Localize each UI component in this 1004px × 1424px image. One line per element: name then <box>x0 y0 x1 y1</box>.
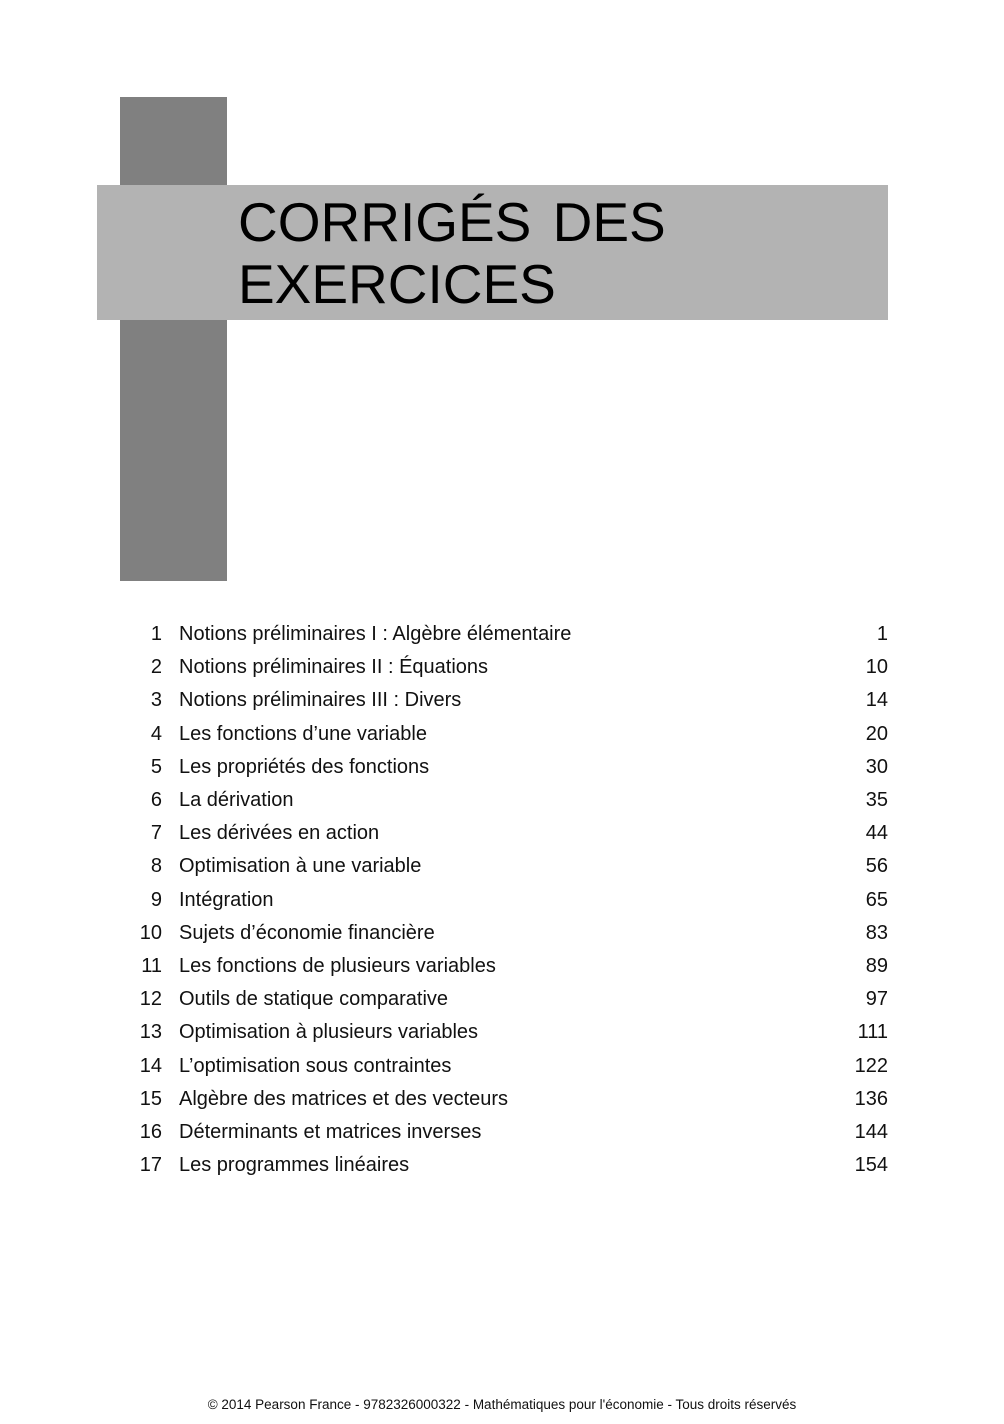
toc-entry-page: 44 <box>865 822 888 845</box>
toc-entry-number: 11 <box>141 954 162 977</box>
toc-entry-title: Notions préliminaires II : Équations <box>179 656 489 679</box>
toc-entry-page: 20 <box>865 722 888 745</box>
toc-entry-page: 136 <box>854 1087 888 1110</box>
toc-entry[interactable] <box>130 884 888 917</box>
toc-entry-title: L’optimisation sous contraintes <box>179 1054 452 1077</box>
toc-entry-page: 83 <box>865 921 888 944</box>
toc-entry-page: 65 <box>865 888 888 911</box>
toc-entry-title: Optimisation à une variable <box>179 855 422 878</box>
toc-entry-number: 8 <box>150 855 162 878</box>
toc-entry[interactable] <box>130 751 888 784</box>
toc-entry-number: 14 <box>139 1054 162 1077</box>
toc-entry-title: Outils de statique comparative <box>179 988 449 1011</box>
toc-entry-number: 16 <box>139 1120 162 1143</box>
toc-entry-page: 97 <box>865 988 888 1011</box>
toc-entry[interactable] <box>130 684 888 717</box>
toc-entry-page: 144 <box>854 1120 888 1143</box>
copyright-footer: © 2014 Pearson France - 9782326000322 - Mathématiques pour l'économie - Tous droits réservés <box>207 1397 797 1412</box>
toc-entry-title: Sujets d’économie financière <box>179 921 435 944</box>
toc-entry-title: La dérivation <box>179 789 294 812</box>
toc-entry-number: 6 <box>150 789 162 812</box>
toc-entry-title: Les fonctions de plusieurs variables <box>179 954 496 977</box>
toc-entry[interactable] <box>130 618 888 651</box>
toc-entry-page: 1 <box>876 623 888 646</box>
toc-entry-title: Intégration <box>179 888 274 911</box>
toc-entry-number: 3 <box>150 689 162 712</box>
toc-entry-page: 111 <box>857 1021 888 1044</box>
toc-entry-page: 10 <box>865 656 888 679</box>
toc-entry-number: 4 <box>150 722 162 745</box>
toc-entry-page: 35 <box>865 789 888 812</box>
toc-entry[interactable] <box>130 1149 888 1182</box>
toc-entry[interactable] <box>130 651 888 684</box>
page-title <box>238 191 666 315</box>
toc-entry-page: 122 <box>854 1054 888 1077</box>
toc-entry-number: 17 <box>139 1154 162 1177</box>
toc-entry-number: 10 <box>139 921 162 944</box>
toc-entry-title: Les programmes linéaires <box>179 1154 410 1177</box>
toc-entry-title: Les fonctions d’une variable <box>179 722 427 745</box>
toc-entry[interactable] <box>130 1049 888 1082</box>
toc-entry-title: Notions préliminaires III : Divers <box>179 689 462 712</box>
toc-entry-page: 14 <box>865 689 888 712</box>
table-of-contents <box>130 618 888 1182</box>
toc-entry-title: Notions préliminaires I : Algèbre élémentaire <box>179 623 572 646</box>
toc-entry[interactable] <box>130 917 888 950</box>
toc-entry[interactable] <box>130 817 888 850</box>
toc-entry-title: Optimisation à plusieurs variables <box>179 1021 479 1044</box>
toc-entry[interactable] <box>130 850 888 883</box>
toc-entry-title: Les propriétés des fonctions <box>179 755 430 778</box>
toc-entry-title: Déterminants et matrices inverses <box>179 1120 482 1143</box>
toc-entry[interactable] <box>130 718 888 751</box>
toc-entry-page: 89 <box>865 954 888 977</box>
toc-entry-page: 56 <box>865 855 888 878</box>
toc-entry-number: 13 <box>139 1021 162 1044</box>
toc-entry-page: 154 <box>854 1154 888 1177</box>
toc-entry[interactable] <box>130 983 888 1016</box>
toc-entry-number: 5 <box>150 755 162 778</box>
toc-entry-number: 1 <box>150 623 162 646</box>
toc-entry-title: Les dérivées en action <box>179 822 380 845</box>
toc-entry-number: 12 <box>139 988 162 1011</box>
toc-entry[interactable] <box>130 1016 888 1049</box>
toc-entry[interactable] <box>130 1116 888 1149</box>
page-title-line-2: EXERCICES <box>238 253 556 315</box>
page-title-line-1: CORRIGÉS DES <box>238 191 666 253</box>
toc-entry-number: 9 <box>150 888 162 911</box>
toc-entry[interactable] <box>130 950 888 983</box>
toc-entry-page: 30 <box>865 755 888 778</box>
decorative-vertical-bar <box>120 97 227 581</box>
toc-entry-title: Algèbre des matrices et des vecteurs <box>179 1087 509 1110</box>
toc-entry[interactable] <box>130 1083 888 1116</box>
toc-entry[interactable] <box>130 784 888 817</box>
toc-entry-number: 2 <box>150 656 162 679</box>
toc-entry-number: 15 <box>139 1087 162 1110</box>
toc-entry-number: 7 <box>150 822 162 845</box>
